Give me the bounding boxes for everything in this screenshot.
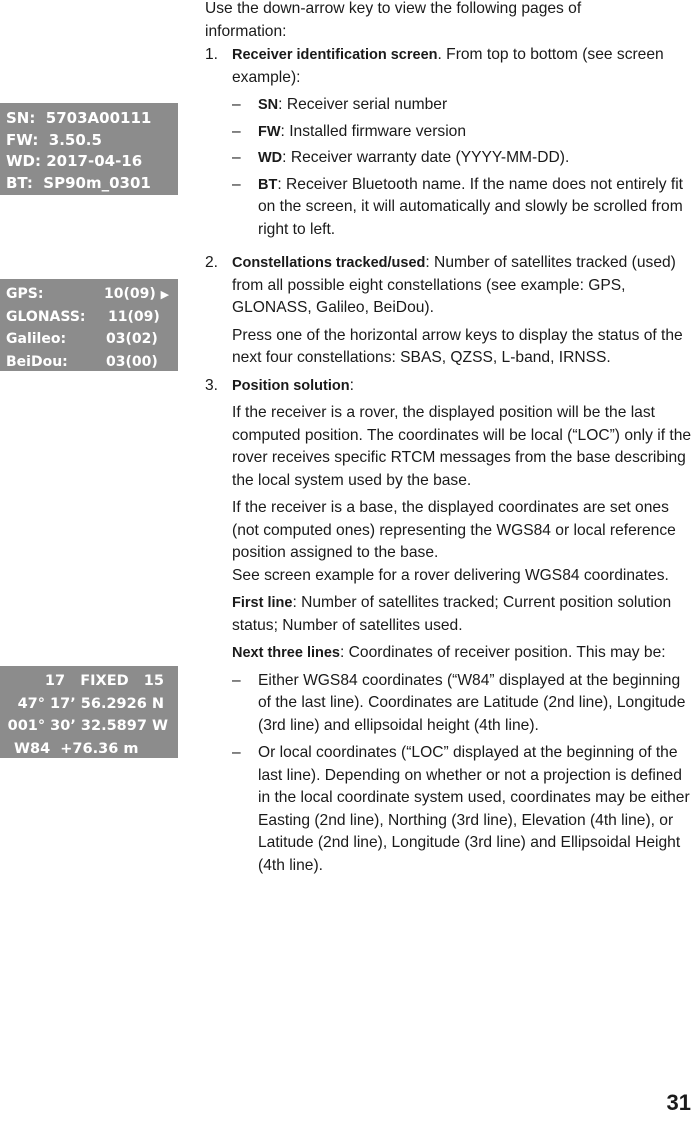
- bullet-label: SN: [258, 97, 279, 113]
- receiver-id-screen: [0, 103, 178, 195]
- screen-line-sn: SN: 5703A00111: [6, 109, 152, 127]
- position-height-line: W84 +76.36 m: [14, 740, 139, 757]
- rover-paragraph: If the receiver is a rover, the displayed position will be the last computed position. The coordinates will be local (“LOC”) only if the rover receives specific RTCM messages from the base describing the local system used by the base.: [232, 404, 692, 489]
- position-screen: [0, 666, 178, 758]
- position-status-line: 17 FIXED 15: [44, 673, 164, 689]
- constellation-value: 03(00): [106, 353, 158, 370]
- item-number: 2.: [205, 254, 219, 271]
- constellation-row: [6, 283, 178, 306]
- screen-line-wd: WD: 2017-04-16: [6, 152, 143, 170]
- item-title: Constellations tracked/used: [232, 255, 426, 271]
- screen-line-bt: BT: SP90m_0301: [6, 173, 151, 192]
- list-item-receiver-id: [205, 44, 695, 89]
- item-description: : Number of satellites tracked (used) from all possible eight constellations (see example: GPS, GLONASS, Galileo, BeiDou).: [232, 254, 676, 316]
- position-longitude-line: 001° 30’ 32.5897 W: [7, 718, 168, 734]
- item-text: [205, 252, 695, 320]
- constellation-name: BeiDou:: [6, 353, 68, 370]
- first-line-text: : Number of satellites tracked; Current position solution status; Number of satellites used.: [232, 594, 672, 634]
- list-item-constellations: [205, 252, 695, 370]
- body-text: [205, 0, 695, 877]
- dash-icon: –: [232, 671, 241, 689]
- constellation-row: [6, 328, 178, 351]
- receiver-id-bullets: [205, 94, 695, 241]
- intro-paragraph: Use the down-arrow key to view the following pages of information:: [205, 0, 582, 40]
- item-number: 3.: [205, 376, 219, 394]
- bullet-item: [205, 742, 695, 877]
- bullet-label: WD: [258, 150, 283, 166]
- dash-icon: –: [232, 96, 241, 113]
- bullet-text: : Receiver warranty date (YYYY-MM-DD).: [282, 149, 570, 166]
- item-paragraph: Press one of the horizontal arrow keys to display the status of the next four constellations: SBAS, QZSS, L-band, IRNSS.: [232, 326, 683, 366]
- item-title: Position solution: [232, 377, 350, 394]
- see-example-paragraph: See screen example for a rover delivering WGS84 coordinates.: [232, 566, 669, 584]
- bullet-text: : Receiver Bluetooth name. If the name does not entirely fit on the screen, it will automatically and slowly be scrolled from right to left.: [258, 175, 684, 238]
- page-number: 31: [666, 1090, 691, 1115]
- bullet-text: : Receiver serial number: [278, 96, 448, 113]
- constellation-row: [6, 351, 178, 374]
- position-latitude-line: 47° 17’ 56.2926 N: [17, 695, 164, 712]
- right-arrow-icon: ▶: [160, 288, 170, 301]
- constellation-value: 10(09): [104, 286, 156, 302]
- constellation-name: Galileo:: [6, 331, 67, 347]
- first-line-paragraph: [205, 592, 695, 637]
- bullet-text: Either WGS84 coordinates (“W84” displayed at the beginning of the last line). Coordinates are Latitude (2nd line), Longitude (3rd line) and ellipsoidal height (4th line).: [258, 671, 686, 734]
- dash-icon: –: [232, 744, 241, 761]
- dash-icon: –: [232, 122, 241, 140]
- bullet-item: [205, 121, 695, 144]
- base-paragraph: If the receiver is a base, the displayed coordinates are set ones (not computed ones) representing the WGS84 or local reference position assigned to the base.: [232, 499, 676, 561]
- dash-icon: –: [232, 175, 241, 193]
- first-line-label: First line: [232, 595, 293, 611]
- constellation-name: GPS:: [6, 286, 44, 302]
- bullet-item: [205, 94, 695, 117]
- bullet-label: FW: [258, 123, 281, 140]
- constellation-value: 03(02): [106, 331, 158, 347]
- constellation-value: 11(09): [108, 308, 160, 325]
- item-text: [205, 375, 695, 398]
- constellations-screen: [0, 279, 178, 371]
- bullet-item: [205, 174, 695, 242]
- item-description: . From top to bottom (see screen example):: [232, 46, 664, 86]
- next-lines-text: : Coordinates of receiver position. This may be:: [340, 644, 666, 661]
- next-lines-label: Next three lines: [232, 645, 340, 661]
- bullet-label: BT: [258, 176, 278, 193]
- bullet-item: [205, 147, 695, 170]
- next-lines-paragraph: [205, 642, 695, 665]
- screen-line-fw: FW: 3.50.5: [6, 130, 102, 149]
- item-number: 1.: [205, 46, 219, 63]
- list-item-position: [205, 375, 695, 878]
- constellation-row: [6, 306, 178, 329]
- constellation-name: GLONASS:: [6, 308, 86, 325]
- item-title: Receiver identification screen: [232, 47, 438, 63]
- item-colon: :: [349, 376, 354, 394]
- bullet-text: : Installed firmware version: [280, 122, 467, 140]
- item-text: [205, 44, 695, 89]
- dash-icon: –: [232, 149, 241, 166]
- bullet-text: Or local coordinates (“LOC” displayed at the beginning of the last line). Depending on whether or not a projection is defined in the local coordinate system used, coordinates may be either Easting (2nd line), Northing (3rd line), Elevation (4th line), or Latitude (2nd line), Longitude (3rd line) and Ellipsoidal Height (4th line).: [258, 744, 690, 874]
- bullet-item: [205, 670, 695, 738]
